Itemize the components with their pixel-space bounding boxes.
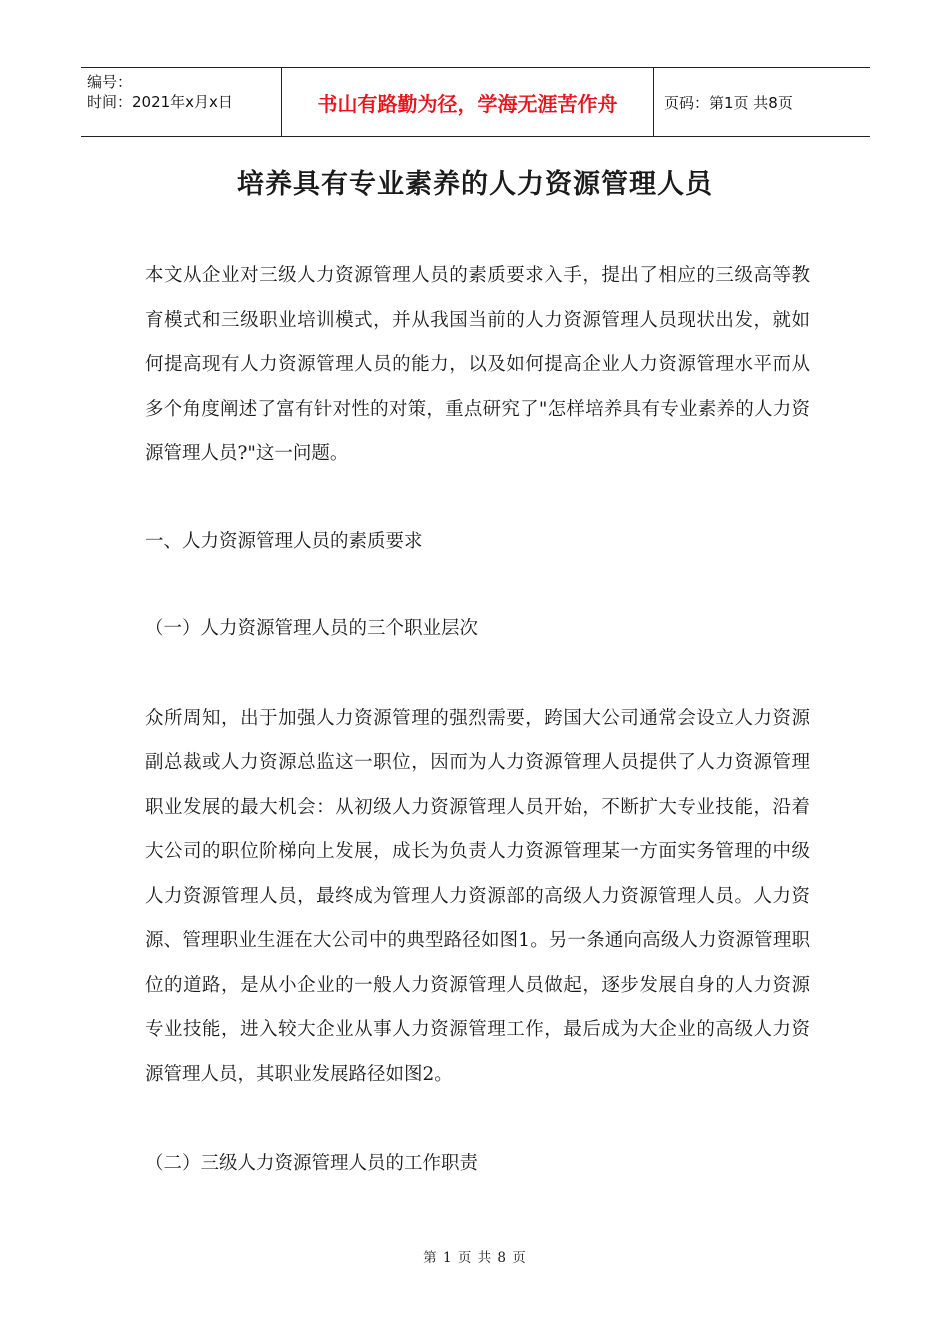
abstract-paragraph: 本文从企业对三级人力资源管理人员的素质要求入手，提出了相应的三级高等教育模式和三级职业培训模式，并从我国当前的人力资源管理人员现状出发，就如何提高现有人力资源管理人员的能力，以及如何提高企业人力资源管理水平而从多个角度阐述了富有针对性的对策，重点研究了"怎样培养具有专业素养的人力资源管理人员?"这一问题。 [145, 265, 810, 464]
document-title: 培养具有专业素养的人力资源管理人员 [237, 169, 713, 200]
header-meta [81, 68, 281, 136]
subsection-heading-2: （二）三级人力资源管理人员的工作职责 [145, 1153, 479, 1174]
document-body [145, 254, 810, 1187]
header-page-info: 页码：第1页 共8页 [664, 93, 793, 112]
document-header [81, 67, 870, 137]
header-motto: 书山有路勤为径，学海无涯苦作舟 [281, 68, 654, 136]
section-heading: 一、人力资源管理人员的素质要求 [145, 530, 423, 552]
date-label: 时间：2021年x月x日 [87, 93, 233, 111]
page-footer: 第 1 页 共 8 页 [423, 1250, 527, 1266]
number-label: 编号： [87, 73, 133, 91]
subsection-heading-1: （一）人力资源管理人员的三个职业层次 [145, 618, 479, 639]
subsection-1-paragraph: 众所周知，出于加强人力资源管理的强烈需要，跨国大公司通常会设立人力资源副总裁或人力资源总监这一职位，因而为人力资源管理人员提供了人力资源管理职业发展的最大机会：从初级人力资源管理人员开始，不断扩大专业技能，沿着大公司的职位阶梯向上发展，成长为负责人力资源管理某一方面实务管理的中级人力资源管理人员，最终成为管理人力资源部的高级人力资源管理人员。人力资源、管理职业生涯在大公司中的典型路径如图1。另一条通向高级人力资源管理职位的道路，是从小企业的一般人力资源管理人员做起，逐步发展自身的人力资源专业技能，进入较大企业从事人力资源管理工作，最后成为大企业的高级人力资源管理人员，其职业发展路径如图2。 [145, 707, 810, 1085]
